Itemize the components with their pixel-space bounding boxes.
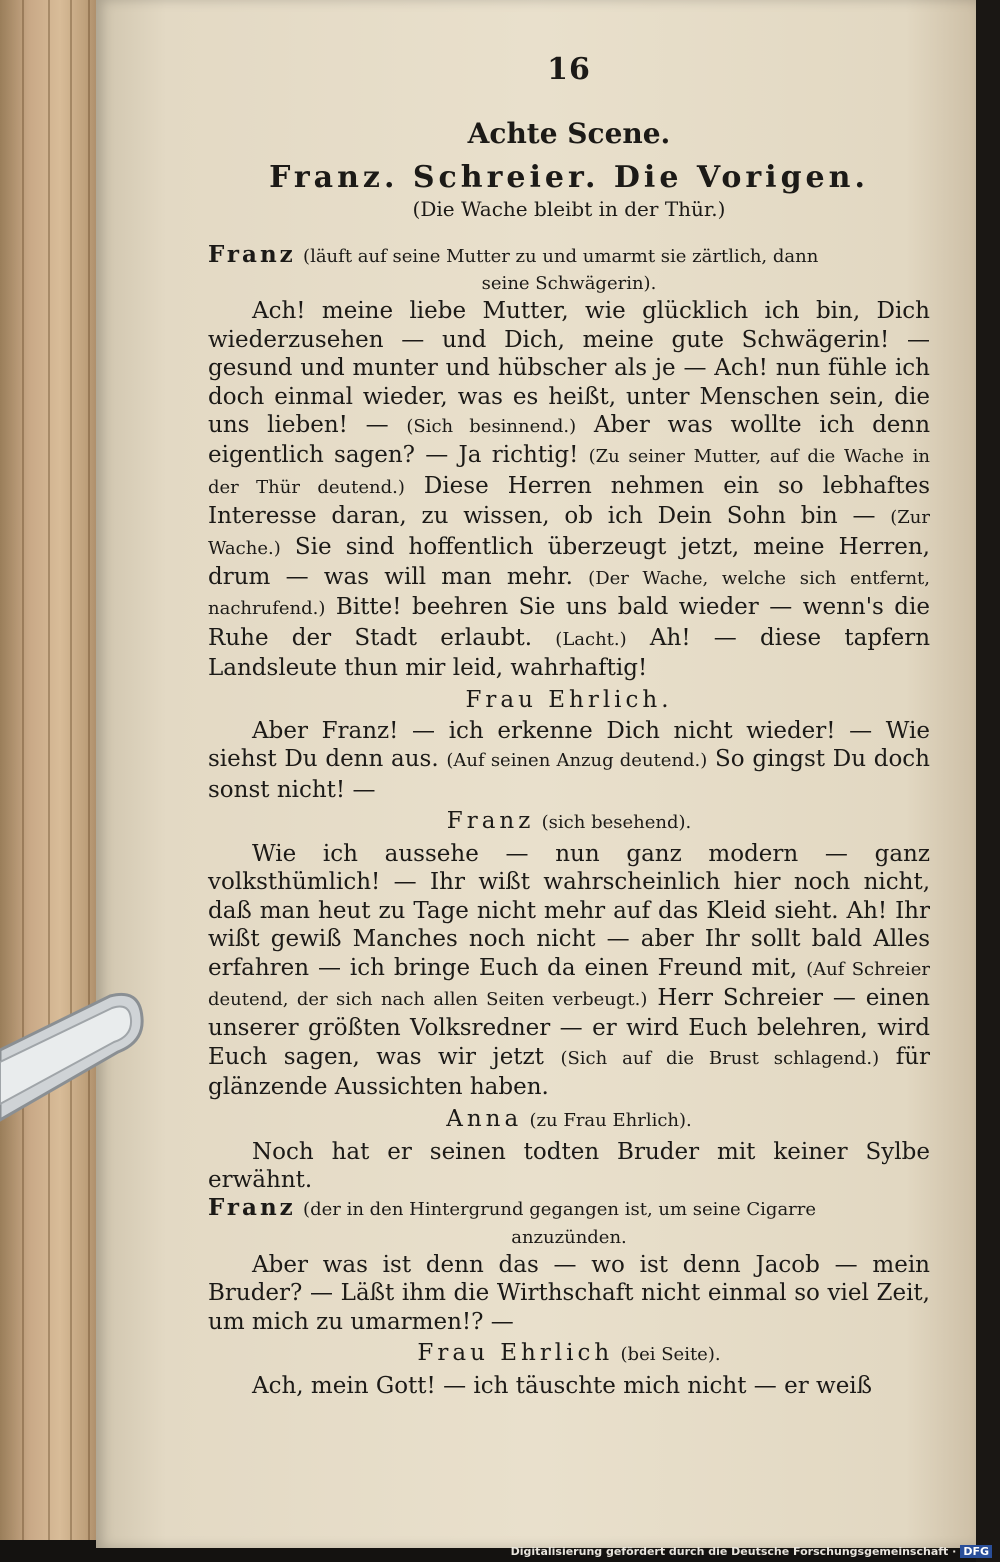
page-clip-icon: [0, 990, 150, 1140]
scene-title: Achte Scene.: [467, 117, 671, 150]
persons-line: Franz. Schreier. Die Vorigen.: [269, 160, 869, 195]
stage-direction: (Zur Wache.): [208, 507, 931, 559]
stage-direction: (läuft auf seine Mutter zu und umarmt sie zärtlich, dann: [303, 246, 819, 267]
stage-direction: (Zu seiner Mutter, auf die Wache in der Thür deutend.): [208, 446, 931, 498]
page-text: [208, 52, 930, 1400]
speech-text: Ach! meine liebe Mutter, wie glücklich ich bin, Dich wiederzusehen — und Dich, meine gute Schwägerin! — gesund und munter und hübscher als je — Ach! nun fühle ich doch einmal wieder, was es heißt, unter Menschen sein, die uns lieben! — (Sich besinnend.) Aber was wollte ich denn eigentlich sagen? — Ja richtig! (Zu seiner Mutter, auf die Wache in der Thür deutend.) Diese Herren nehmen ein so lebhaftes Interesse daran, zu wissen, ob ich Dein Sohn bin — (Zur Wache.) Sie sind hoffentlich überzeugt jetzt, meine Herren, drum — was will man mehr. (Der Wache, welche sich entfernt, nachrufend.) Bitte! beehren Sie uns bald wieder — wenn's die Ruhe der Stadt erlaubt. (Lacht.) Ah! — diese tapfern Landsleute thun mir leid, wahrhaftig!: [208, 298, 931, 682]
book-edge: [0, 0, 100, 1540]
speaker-name: Frau Ehrlich: [417, 1340, 614, 1366]
speech-text: Ach, mein Gott! — ich täuschte mich nicht — er weiß: [252, 1373, 873, 1399]
speech-text: Aber was ist denn das — wo ist denn Jacob — mein Bruder? — Läßt ihm die Wirthschaft nicht einmal so viel Zeit, um mich zu umarmen!? —: [208, 1251, 930, 1335]
speaker-name: Franz: [208, 241, 296, 268]
speech-text: Aber Franz! — ich erkenne Dich nicht wieder! — Wie siehst Du denn aus. (Auf seinen Anzug deutend.) So gingst Du doch sonst nicht! —: [208, 717, 930, 803]
stage-direction: (Auf seinen Anzug deutend.): [446, 750, 708, 772]
stage-direction: (Sich besinnend.): [406, 416, 577, 438]
speaker-name: Frau Ehrlich.: [465, 686, 673, 713]
speaker-heading: [208, 685, 930, 715]
stage-direction: (zu Frau Ehrlich).: [529, 1109, 692, 1131]
stage-direction: (Der Wache, welche sich entfernt, nachrufend.): [208, 568, 931, 620]
speech-franz-2: [208, 1194, 930, 1224]
dfg-logo: DFG: [960, 1545, 992, 1558]
stage-direction: seine Schwägerin).: [481, 273, 657, 295]
credit-text: Digitalisierung gefördert durch die Deutsche Forschungsgemeinschaft ·: [510, 1545, 957, 1558]
page-number: 16: [547, 52, 591, 87]
stage-direction: (bei Seite).: [620, 1344, 721, 1365]
speaker-heading: [208, 1104, 930, 1136]
stage-direction: (Lacht.): [555, 628, 627, 650]
stage-direction: (der in den Hintergrund gegangen ist, um seine Cigarre: [303, 1199, 817, 1221]
digitization-credit: [511, 1545, 992, 1558]
speaker-heading: [208, 806, 930, 838]
stage-direction: (Auf Schreier deutend, der sich nach allen Seiten verbeugt.): [208, 958, 930, 1010]
stage-direction: (Sich auf die Brust schlagend.): [560, 1047, 880, 1069]
speaker-heading: [208, 1338, 930, 1370]
speech-franz-1: [208, 241, 930, 271]
speaker-name: Franz: [208, 1194, 296, 1222]
background-edge: [976, 0, 1000, 1562]
speaker-name: Anna: [446, 1105, 523, 1132]
stage-direction: anzuzünden.: [511, 1226, 627, 1248]
speech-text: Wie ich aussehe — nun ganz modern — ganz volksthümlich! — Ihr wißt wahrscheinlich hier noch nicht, daß man heut zu Tage nicht mehr auf das Kleid sieht. Ah! Ihr wißt gewiß Manches noch nicht — aber Ihr sollt bald Alles erfahren — ich bringe Euch da einen Freund mit, (Auf Schreier deutend, der sich nach allen Seiten verbeugt.) Herr Schreier — einen unserer größten Volksredner — er wird Euch belehren, wird Euch sagen, was wir jetzt (Sich auf die Brust schlagend.) für glänzende Aussichten haben.: [208, 840, 931, 1101]
stage-direction: (sich besehend).: [541, 811, 692, 833]
speaker-name: Franz: [446, 807, 535, 834]
speech-text: Noch hat er seinen todten Bruder mit keiner Sylbe erwähnt.: [208, 1138, 930, 1193]
opening-stage-direction: (Die Wache bleibt in der Thür.): [412, 197, 726, 221]
